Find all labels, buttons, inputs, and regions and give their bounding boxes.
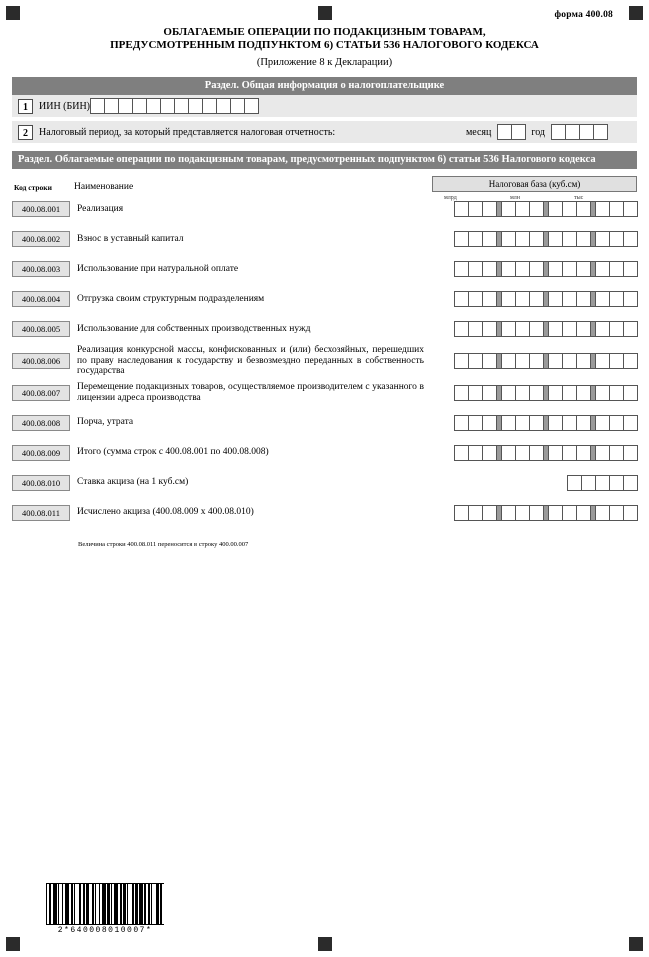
- input-cell[interactable]: [567, 475, 582, 491]
- input-cell[interactable]: [468, 231, 483, 247]
- input-cell[interactable]: [548, 385, 563, 401]
- input-cell[interactable]: [482, 231, 497, 247]
- input-cell[interactable]: [562, 415, 577, 431]
- table-header: [12, 169, 637, 195]
- input-cell[interactable]: [482, 321, 497, 337]
- input-cell[interactable]: [595, 445, 610, 461]
- input-cell[interactable]: [576, 321, 591, 337]
- input-cell[interactable]: [515, 353, 530, 369]
- input-cell[interactable]: [482, 353, 497, 369]
- input-cell[interactable]: [623, 201, 638, 217]
- input-cell[interactable]: [515, 321, 530, 337]
- section-1-bar: Раздел. Общая информация о налогоплательщике: [12, 77, 637, 95]
- input-cell[interactable]: [501, 505, 516, 521]
- input-cell[interactable]: [468, 321, 483, 337]
- input-cell[interactable]: [454, 261, 469, 277]
- table-row: [12, 499, 637, 527]
- input-cell[interactable]: [501, 231, 516, 247]
- input-cell[interactable]: [515, 201, 530, 217]
- column-header-tax-base: Налоговая база (куб.см): [432, 176, 637, 192]
- input-cell[interactable]: [529, 505, 544, 521]
- page-title: [6, 26, 643, 52]
- month-input-cells[interactable]: [497, 124, 525, 140]
- column-header-code: Код строки: [14, 183, 52, 192]
- registration-mark-bottom-middle: [318, 937, 332, 951]
- input-cell[interactable]: [576, 201, 591, 217]
- table-row: [12, 195, 637, 223]
- input-cell[interactable]: [482, 505, 497, 521]
- unit-label: тыс: [574, 195, 584, 201]
- taxpayer-iin-row: [12, 95, 637, 117]
- input-cell[interactable]: [623, 445, 638, 461]
- row-name: Перемещение подакцизных товаров, осуществляемое производителем с указанного в лицензии адреса производства: [77, 382, 424, 403]
- input-cell[interactable]: [576, 385, 591, 401]
- input-cell[interactable]: [482, 291, 497, 307]
- year-label: год: [531, 126, 545, 138]
- input-cell[interactable]: [529, 321, 544, 337]
- input-cell[interactable]: [454, 291, 469, 307]
- input-cell[interactable]: [609, 445, 624, 461]
- input-cell[interactable]: [454, 445, 469, 461]
- input-cell[interactable]: [595, 475, 610, 491]
- input-cell[interactable]: [609, 291, 624, 307]
- input-cell[interactable]: [468, 415, 483, 431]
- input-cell[interactable]: [595, 353, 610, 369]
- input-cell[interactable]: [562, 385, 577, 401]
- registration-mark-bottom-right: [629, 937, 643, 951]
- input-cell[interactable]: [482, 415, 497, 431]
- input-cell[interactable]: [497, 124, 512, 140]
- input-cell[interactable]: [562, 291, 577, 307]
- input-cell[interactable]: [529, 385, 544, 401]
- barcode-image: [46, 883, 164, 925]
- input-cell[interactable]: [609, 475, 624, 491]
- input-cell[interactable]: [529, 415, 544, 431]
- input-cell[interactable]: [468, 353, 483, 369]
- row-code: 400.08.006: [12, 353, 70, 369]
- input-cell[interactable]: [501, 445, 516, 461]
- input-cell[interactable]: [529, 231, 544, 247]
- table-row: [12, 469, 637, 497]
- input-cell[interactable]: [609, 385, 624, 401]
- table-row: [12, 315, 637, 343]
- input-cell[interactable]: [515, 505, 530, 521]
- month-label: месяц: [465, 126, 492, 138]
- input-cell[interactable]: [562, 505, 577, 521]
- input-cell[interactable]: [501, 321, 516, 337]
- row-name: Отгрузка своим структурным подразделениям: [77, 293, 265, 304]
- input-cell[interactable]: [454, 385, 469, 401]
- column-header-name: Наименование: [74, 182, 134, 192]
- table-rows: [12, 195, 637, 527]
- input-cell[interactable]: [454, 231, 469, 247]
- input-cell[interactable]: [529, 445, 544, 461]
- input-cell[interactable]: [216, 98, 231, 114]
- input-cell[interactable]: [515, 231, 530, 247]
- table-row: [12, 255, 637, 283]
- section-2-bar: Раздел. Облагаемые операции по подакцизным товарам, предусмотренных подпунктом 6) статьи 536 Налогового кодекса: [12, 151, 637, 169]
- input-cell[interactable]: [609, 201, 624, 217]
- barcode-number: 2*640008010007*: [57, 926, 153, 935]
- input-cell[interactable]: [595, 415, 610, 431]
- input-cell[interactable]: [576, 291, 591, 307]
- registration-mark-bottom-left: [6, 937, 20, 951]
- input-cell[interactable]: [576, 261, 591, 277]
- input-cell[interactable]: [454, 415, 469, 431]
- tax-period-label: Налоговый период, за который представляется налоговая отчетность:: [39, 126, 336, 138]
- table-row: [12, 379, 637, 407]
- input-cell[interactable]: [595, 261, 610, 277]
- row-value-cells[interactable]: [432, 385, 637, 401]
- page-title-line2: ПРЕДУСМОТРЕННЫМ ПОДПУНКТОМ 6) СТАТЬИ 536 НАЛОГОВОГО КОДЕКСА: [110, 39, 539, 51]
- input-cell[interactable]: [562, 201, 577, 217]
- input-cell[interactable]: [623, 415, 638, 431]
- input-cell[interactable]: [132, 98, 147, 114]
- input-cell[interactable]: [576, 231, 591, 247]
- row-code: 400.08.008: [12, 415, 70, 431]
- input-cell[interactable]: [581, 475, 596, 491]
- row-name: Реализация: [77, 203, 124, 214]
- input-cell[interactable]: [174, 98, 189, 114]
- row-code: 400.08.002: [12, 231, 70, 247]
- row-value-cells[interactable]: [432, 201, 637, 217]
- iin-label: ИИН (БИН): [39, 100, 91, 112]
- input-cell[interactable]: [548, 231, 563, 247]
- row-code: 400.08.001: [12, 201, 70, 217]
- input-cell[interactable]: [188, 98, 203, 114]
- input-cell[interactable]: [454, 353, 469, 369]
- form-code: форма 400.08: [554, 10, 613, 20]
- input-cell[interactable]: [595, 231, 610, 247]
- row-value-cells[interactable]: [432, 445, 637, 461]
- table-row: [12, 285, 637, 313]
- input-cell[interactable]: [609, 261, 624, 277]
- input-cell[interactable]: [454, 321, 469, 337]
- input-cell[interactable]: [623, 261, 638, 277]
- input-cell[interactable]: [511, 124, 526, 140]
- input-cell[interactable]: [501, 415, 516, 431]
- table-row: [12, 225, 637, 253]
- input-cell[interactable]: [118, 98, 133, 114]
- input-cell[interactable]: [609, 231, 624, 247]
- input-cell[interactable]: [529, 353, 544, 369]
- input-cell[interactable]: [595, 385, 610, 401]
- input-cell[interactable]: [529, 201, 544, 217]
- input-cell[interactable]: [576, 353, 591, 369]
- row-code: 400.08.011: [12, 505, 70, 521]
- table-footnote: Величина строки 400.08.011 переносится в строку 400.00.007: [78, 540, 249, 548]
- input-cell[interactable]: [548, 505, 563, 521]
- input-cell[interactable]: [609, 505, 624, 521]
- input-cell[interactable]: [595, 201, 610, 217]
- row-name: Итого (сумма строк с 400.08.001 по 400.08.008): [77, 447, 269, 458]
- input-cell[interactable]: [482, 385, 497, 401]
- unit-label: млрд: [444, 195, 457, 201]
- input-cell[interactable]: [454, 505, 469, 521]
- input-cell[interactable]: [562, 321, 577, 337]
- input-cell[interactable]: [468, 445, 483, 461]
- input-cell[interactable]: [623, 291, 638, 307]
- input-cell[interactable]: [202, 98, 217, 114]
- barcode-block: [46, 883, 164, 935]
- input-cell[interactable]: [529, 261, 544, 277]
- input-cell[interactable]: [576, 505, 591, 521]
- input-cell[interactable]: [468, 291, 483, 307]
- input-cell[interactable]: [595, 321, 610, 337]
- table-row: [12, 409, 637, 437]
- row-value-cells[interactable]: [432, 231, 637, 247]
- input-cell[interactable]: [501, 201, 516, 217]
- row-code: 400.08.004: [12, 291, 70, 307]
- input-cell[interactable]: [562, 353, 577, 369]
- input-cell[interactable]: [623, 475, 638, 491]
- page-title-line1: ОБЛАГАЕМЫЕ ОПЕРАЦИИ ПО ПОДАКЦИЗНЫМ ТОВАРАМ,: [163, 26, 486, 38]
- input-cell[interactable]: [160, 98, 175, 114]
- input-cell[interactable]: [515, 445, 530, 461]
- input-cell[interactable]: [468, 385, 483, 401]
- input-cell[interactable]: [609, 353, 624, 369]
- row-value-cells[interactable]: [432, 415, 637, 431]
- row-name: Использование при натуральной оплате: [77, 263, 239, 274]
- input-cell[interactable]: [565, 124, 580, 140]
- input-cell[interactable]: [468, 505, 483, 521]
- form-content: [6, 6, 643, 548]
- input-cell[interactable]: [146, 98, 161, 114]
- input-cell[interactable]: [623, 353, 638, 369]
- input-cell[interactable]: [562, 445, 577, 461]
- input-cell[interactable]: [623, 231, 638, 247]
- operations-table: [12, 169, 637, 548]
- input-cell[interactable]: [595, 291, 610, 307]
- input-cell[interactable]: [579, 124, 594, 140]
- input-cell[interactable]: [595, 505, 610, 521]
- input-cell[interactable]: [515, 261, 530, 277]
- row-code: 400.08.003: [12, 261, 70, 277]
- tax-period-row: [12, 121, 637, 143]
- input-cell[interactable]: [562, 261, 577, 277]
- input-cell[interactable]: [501, 353, 516, 369]
- input-cell[interactable]: [548, 291, 563, 307]
- input-cell[interactable]: [609, 415, 624, 431]
- input-cell[interactable]: [468, 201, 483, 217]
- row-code: 400.08.005: [12, 321, 70, 337]
- input-cell[interactable]: [454, 201, 469, 217]
- input-cell[interactable]: [576, 445, 591, 461]
- input-cell[interactable]: [501, 385, 516, 401]
- input-cell[interactable]: [104, 98, 119, 114]
- unit-label: млн: [510, 195, 521, 201]
- input-cell[interactable]: [482, 201, 497, 217]
- row-value-cells[interactable]: [432, 291, 637, 307]
- input-cell[interactable]: [468, 261, 483, 277]
- input-cell[interactable]: [230, 98, 245, 114]
- row-name: Ставка акциза (на 1 куб.см): [77, 477, 189, 488]
- row-code: 400.08.007: [12, 385, 70, 401]
- input-cell[interactable]: [529, 291, 544, 307]
- table-row: [12, 345, 637, 377]
- input-cell[interactable]: [548, 415, 563, 431]
- row-code: 400.08.010: [12, 475, 70, 491]
- input-cell[interactable]: [576, 415, 591, 431]
- row-name: Порча, утрата: [77, 417, 134, 428]
- row-name: Исчислено акциза (400.08.009 х 400.08.010): [77, 507, 254, 518]
- input-cell[interactable]: [548, 201, 563, 217]
- input-cell[interactable]: [482, 445, 497, 461]
- input-cell[interactable]: [515, 385, 530, 401]
- input-cell[interactable]: [623, 321, 638, 337]
- input-cell[interactable]: [482, 261, 497, 277]
- input-cell[interactable]: [515, 415, 530, 431]
- input-cell[interactable]: [548, 445, 563, 461]
- input-cell[interactable]: [501, 261, 516, 277]
- input-cell[interactable]: [90, 98, 105, 114]
- input-cell[interactable]: [548, 261, 563, 277]
- row-name: Использование для собственных производственных нужд: [77, 323, 311, 334]
- input-cell[interactable]: [609, 321, 624, 337]
- row-value-cells[interactable]: [432, 321, 637, 337]
- input-cell[interactable]: [501, 291, 516, 307]
- row-code: 400.08.009: [12, 445, 70, 461]
- row-value-cells[interactable]: [432, 261, 637, 277]
- input-cell[interactable]: [244, 98, 259, 114]
- row-value-cells[interactable]: [432, 505, 637, 521]
- iin-input-cells[interactable]: [90, 98, 258, 114]
- input-cell[interactable]: [548, 321, 563, 337]
- input-cell[interactable]: [593, 124, 608, 140]
- row-number-2: 2: [18, 125, 33, 140]
- input-cell[interactable]: [551, 124, 566, 140]
- table-row: [12, 439, 637, 467]
- row-number-1: 1: [18, 99, 33, 114]
- row-value-cells[interactable]: [432, 475, 637, 491]
- year-input-cells[interactable]: [551, 124, 607, 140]
- input-cell[interactable]: [623, 505, 638, 521]
- input-cell[interactable]: [548, 353, 563, 369]
- row-value-cells[interactable]: [432, 353, 637, 369]
- row-name: Реализация конкурсной массы, конфискованных и (или) бесхозяйных, перешедших по праву наследования к государству и безвозмездно переданных в собственность государства: [77, 345, 424, 376]
- input-cell[interactable]: [623, 385, 638, 401]
- row-name: Взнос в уставный капитал: [77, 233, 184, 244]
- input-cell[interactable]: [515, 291, 530, 307]
- input-cell[interactable]: [562, 231, 577, 247]
- page-subtitle: (Приложение 8 к Декларации): [256, 57, 393, 68]
